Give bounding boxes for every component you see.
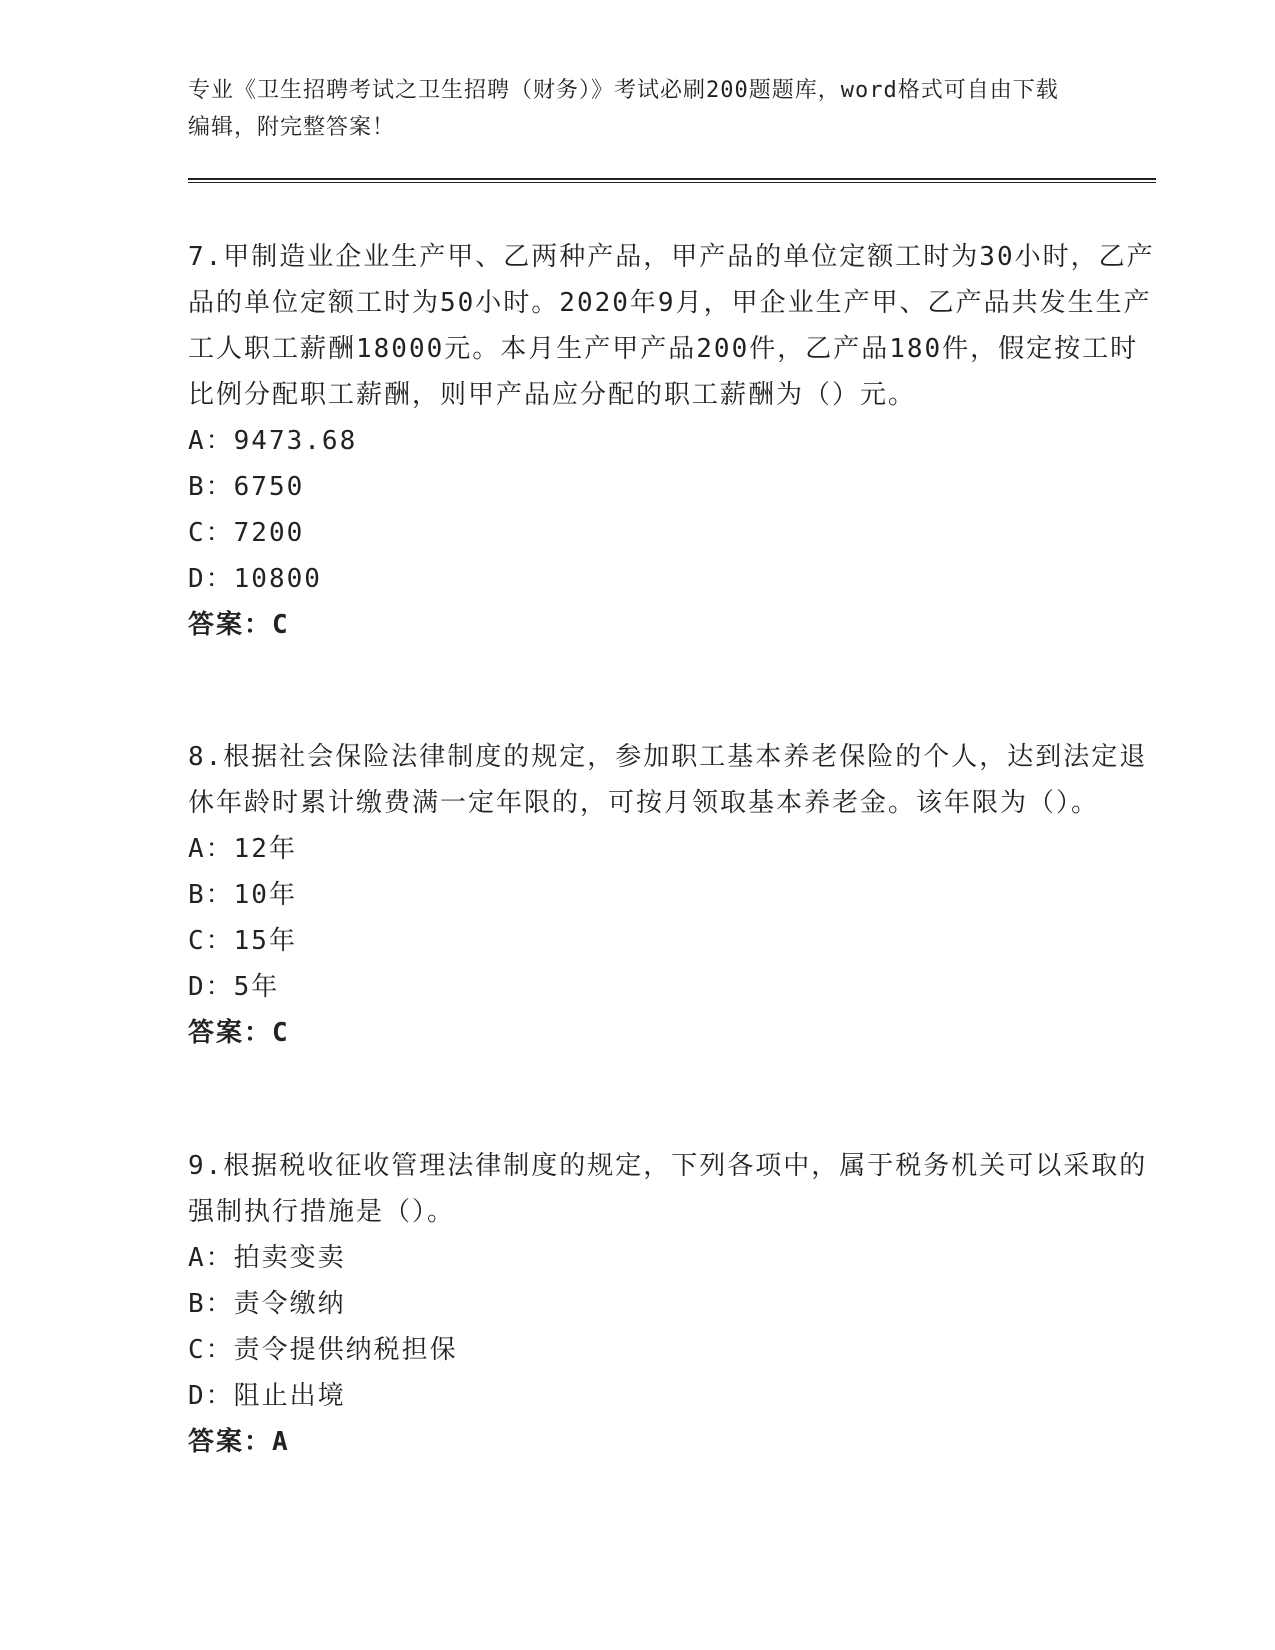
option-b: B：6750	[188, 472, 305, 502]
question-text: 7.甲制造业企业生产甲、乙两种产品，甲产品的单位定额工时为30小时，乙产品的单位定额工时为50小时。2020年9月，甲企业生产甲、乙产品共发生生产工人职工薪酬18000元。本月生产甲产品200件，乙产品180件，假定按工时比例分配职工薪酬，则甲产品应分配的职工薪酬为（）元。	[188, 242, 1155, 410]
option-a: A：拍卖变卖	[188, 1243, 346, 1273]
option-d: D：5年	[188, 972, 280, 1002]
question-block	[188, 734, 1163, 1056]
answer-line: 答案：C	[188, 610, 290, 640]
option-a: A：9473.68	[188, 426, 358, 456]
option-c: C：责令提供纳税担保	[188, 1335, 458, 1365]
option-b: B：责令缴纳	[188, 1289, 346, 1319]
header-divider	[188, 178, 1156, 183]
option-d: D：阻止出境	[188, 1381, 346, 1411]
question-block	[188, 234, 1163, 648]
question-text: 9.根据税收征收管理法律制度的规定，下列各项中，属于税务机关可以采取的强制执行措施是（）。	[188, 1151, 1148, 1227]
answer-line: 答案：C	[188, 1018, 290, 1048]
option-c: C：15年	[188, 926, 297, 956]
document-header: 专业《卫生招聘考试之卫生招聘（财务）》考试必刷200题题库，word格式可自由下载编辑，附完整答案！	[188, 78, 1059, 140]
question-block	[188, 1143, 1163, 1465]
answer-line: 答案：A	[188, 1427, 290, 1457]
option-a: A：12年	[188, 834, 297, 864]
option-c: C：7200	[188, 518, 305, 548]
option-d: D：10800	[188, 564, 322, 594]
option-b: B：10年	[188, 880, 297, 910]
question-text: 8.根据社会保险法律制度的规定，参加职工基本养老保险的个人，达到法定退休年龄时累计缴费满一定年限的，可按月领取基本养老金。该年限为（）。	[188, 742, 1148, 818]
